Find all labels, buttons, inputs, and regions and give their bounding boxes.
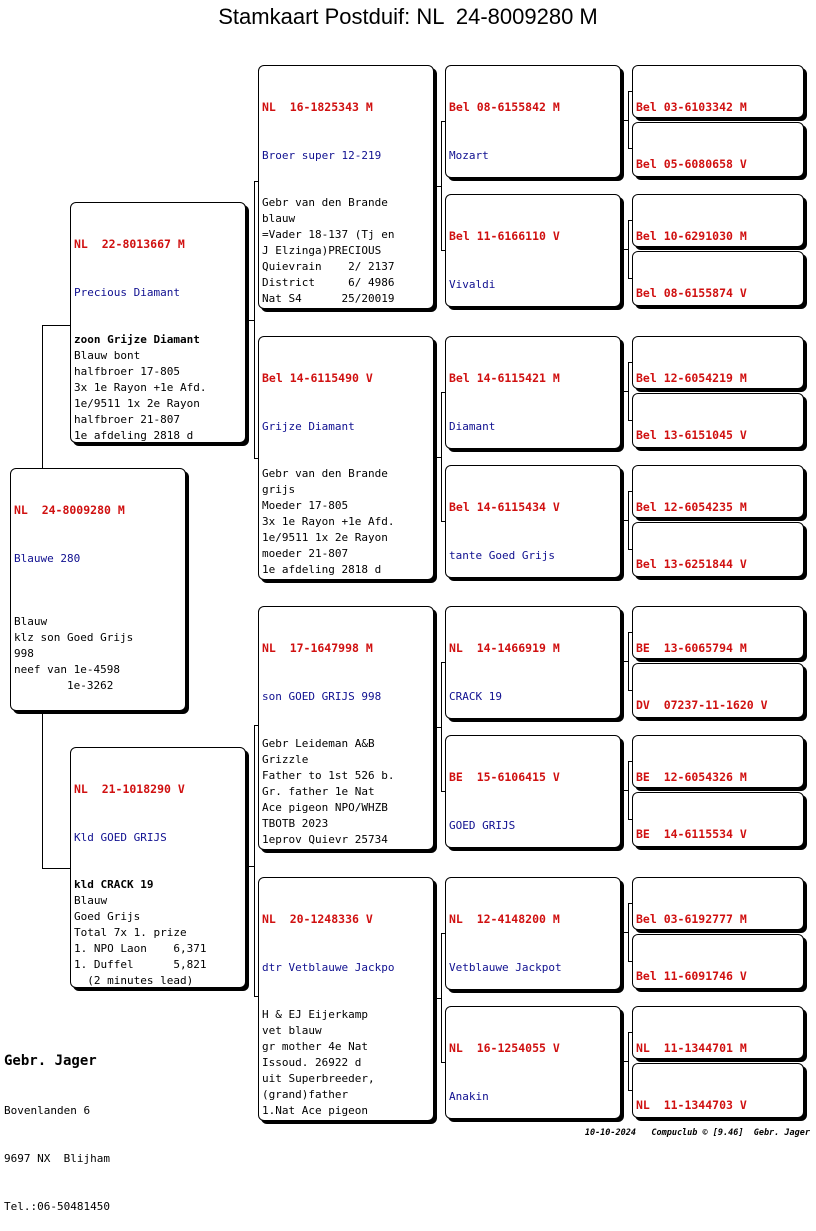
pigeon-name: tante Goed Grijs	[449, 548, 555, 562]
pedigree-detail-line	[262, 848, 430, 850]
card-great-grandparent-8[interactable]	[445, 1006, 621, 1119]
connector-line	[621, 249, 628, 250]
pigeon-name: Vivaldi	[449, 277, 496, 291]
connector-line	[434, 727, 441, 728]
ring-number: Bel 14-6115490 V	[262, 370, 373, 385]
pigeon-name: Vetblauwe Jackpot	[449, 960, 562, 974]
pedigree-detail-line: Total 7x 1. prize	[74, 925, 187, 939]
connector-line	[621, 661, 628, 662]
card-great-grandparent-1[interactable]	[445, 65, 621, 178]
pigeon-name: Anakin	[449, 1089, 489, 1103]
card-gg-grandparent-12[interactable]	[632, 792, 804, 847]
card-gg-grandparent-8[interactable]	[632, 522, 804, 577]
card-grandparent-1[interactable]	[258, 65, 434, 309]
connector-line	[441, 662, 442, 791]
pedigree-detail-line: 1e-3262	[14, 678, 114, 692]
ring-number: Bel 08-6155842 M	[449, 99, 560, 114]
pedigree-detail-line	[262, 578, 430, 580]
pedigree-detail-line: Goed Grijs	[74, 910, 141, 924]
pedigree-detail-line: kld CRACK 19	[74, 878, 154, 892]
connector-line	[628, 362, 629, 420]
card-gg-grandparent-15[interactable]	[632, 1006, 804, 1059]
connector-line	[628, 903, 629, 961]
pedigree-detail-line: 3x 1e Rayon +1e Afd.	[262, 514, 395, 528]
pedigree-detail-line: Quievrain 2/ 2137	[262, 259, 395, 273]
ring-number: BE 15-6106415 V	[449, 769, 560, 784]
pedigree-detail-line: Ace pigeon NPO/WHZB	[262, 800, 388, 814]
ring-number: Bel 14-6115434 V	[449, 499, 560, 514]
connector-line	[628, 1032, 629, 1090]
card-grandparent-2[interactable]	[258, 336, 434, 580]
pedigree-detail-line: 1e/9511 1x 2e Rayon	[262, 530, 388, 544]
page-title: Stamkaart Postduif: NL 24-8009280 M	[218, 4, 598, 29]
ring-number: NL 16-1254055 V	[449, 1040, 560, 1055]
card-gg-grandparent-11[interactable]	[632, 735, 804, 788]
ring-number: Bel 05-6080658 V	[636, 156, 747, 171]
pedigree-detail-line: District 6/ 4986	[262, 275, 395, 289]
connector-line	[628, 91, 629, 148]
pedigree-detail-line	[262, 307, 430, 309]
card-grandparent-3[interactable]	[258, 606, 434, 850]
pedigree-detail-line: 1e afdeling 2818 d	[74, 428, 194, 442]
card-gg-grandparent-9[interactable]	[632, 606, 804, 659]
card-great-grandparent-5[interactable]	[445, 606, 621, 719]
pedigree-detail-line: Moeder 17-805	[262, 499, 349, 513]
owner-city: 9697 NX Blijham	[4, 1152, 110, 1165]
ring-number: Bel 11-6166110 V	[449, 228, 560, 243]
card-grandparent-4[interactable]	[258, 877, 434, 1121]
pedigree-detail-line: Gebr van den Brande	[262, 467, 388, 481]
pedigree-detail-line: Gebr van den Brande	[262, 196, 388, 210]
ring-number: Bel 13-6151045 V	[636, 427, 747, 442]
ring-number: NL 20-1248336 V	[262, 911, 373, 926]
ring-number: Bel 03-6103342 M	[636, 99, 747, 114]
connector-line	[621, 520, 628, 521]
ring-number: Bel 08-6155874 V	[636, 285, 747, 300]
connector-line	[621, 790, 628, 791]
card-gg-grandparent-14[interactable]	[632, 934, 804, 989]
pedigree-detail-line: 1e afdeling 2818 d	[262, 562, 382, 576]
ring-number: NL 21-1018290 V	[74, 781, 185, 796]
pedigree-detail-line: Issoud. 26922 d	[262, 1055, 362, 1069]
ring-number: BE 14-6115534 V	[636, 826, 747, 841]
card-gg-grandparent-10[interactable]	[632, 663, 804, 718]
card-gg-grandparent-16[interactable]	[632, 1063, 804, 1118]
card-great-grandparent-3[interactable]	[445, 336, 621, 449]
pedigree-detail-line: 1. NPO Laon 6,371	[74, 941, 207, 955]
connector-line	[42, 714, 43, 868]
pedigree-detail-line: Gebr Leideman A&B	[262, 737, 375, 751]
ring-number: NL 22-8013667 M	[74, 236, 185, 251]
ring-number: NL 24-8009280 M	[14, 502, 125, 517]
ring-number: Bel 13-6251844 V	[636, 556, 747, 571]
pigeon-name: son GOED GRIJS 998	[262, 689, 382, 703]
pedigree-detail-line: klz son Goed Grijs	[14, 631, 134, 645]
connector-line	[628, 761, 629, 819]
pedigree-detail-line: halfbroer 21-807	[74, 412, 180, 426]
pedigree-detail-line: =Vader 18-137 (Tj en	[262, 228, 395, 242]
pedigree-detail-line: Blauw	[14, 615, 48, 629]
connector-line	[246, 320, 254, 321]
ring-number: Bel 12-6054219 M	[636, 370, 747, 385]
pigeon-name: Diamant	[449, 419, 496, 433]
pedigree-detail-line: blauw	[262, 212, 296, 226]
ring-number: Bel 03-6192777 M	[636, 911, 747, 926]
ring-number: NL 11-1344701 M	[636, 1040, 747, 1055]
pigeon-name: Mozart	[449, 148, 489, 162]
ring-number: NL 14-1466919 M	[449, 640, 560, 655]
pedigree-detail-line: 998	[14, 646, 34, 660]
owner-phone: Tel.:06-50481450	[4, 1200, 110, 1213]
pedigree-detail-line: moeder 21-807	[262, 546, 349, 560]
footer-credit: 10-10-2024 Compuclub © [9.46] Gebr. Jager	[584, 1128, 810, 1138]
connector-line	[42, 868, 70, 869]
pigeon-name: Precious Diamant	[74, 285, 180, 299]
pedigree-detail-line: 1eprov Quievr 25734	[262, 832, 388, 846]
connector-line	[434, 457, 441, 458]
pedigree-detail-line: halfbroer 17-805	[74, 365, 180, 379]
ring-number: BE 12-6054326 M	[636, 769, 747, 784]
ring-number: Bel 10-6291030 M	[636, 228, 747, 243]
connector-line	[42, 325, 70, 326]
pedigree-detail-line: 1.Nat Ace pigeon	[262, 1103, 368, 1117]
pigeon-name: Broer super 12-219	[262, 148, 382, 162]
card-gg-grandparent-6[interactable]	[632, 393, 804, 448]
pedigree-detail-line: zoon Grijze Diamant	[74, 333, 200, 347]
connector-line	[628, 220, 629, 278]
pedigree-detail-line	[14, 598, 182, 614]
card-gg-grandparent-4[interactable]	[632, 251, 804, 306]
pedigree-detail-line: Blauw bont	[74, 349, 141, 363]
pigeon-name: dtr Vetblauwe Jackpo	[262, 960, 395, 974]
connector-line	[434, 998, 441, 999]
connector-line	[628, 491, 629, 549]
pedigree-detail-line: TBOTB 2023	[262, 816, 329, 830]
pedigree-detail-line: 1e/9511 1x 2e Rayon	[74, 396, 200, 410]
pedigree-detail-line: neef van 1e-4598	[14, 662, 120, 676]
card-great-grandparent-2[interactable]	[445, 194, 621, 307]
pedigree-detail-line: Father to 1st 526 b.	[262, 769, 395, 783]
card-gg-grandparent-7[interactable]	[632, 465, 804, 518]
ring-number: NL 16-1825343 M	[262, 99, 373, 114]
card-subject[interactable]	[10, 468, 186, 711]
pedigree-detail-line: (grand)father	[262, 1087, 349, 1101]
card-great-grandparent-7[interactable]	[445, 877, 621, 990]
card-gg-grandparent-13[interactable]	[632, 877, 804, 930]
connector-line	[441, 933, 442, 1062]
card-father[interactable]	[70, 202, 246, 443]
pedigree-detail-line: (2 minutes lead)	[74, 973, 194, 987]
ring-number: NL 17-1647998 M	[262, 640, 373, 655]
ring-number: BE 13-6065794 M	[636, 640, 747, 655]
pedigree-detail-line: uit Superbreeder,	[262, 1071, 375, 1085]
connector-line	[246, 866, 254, 867]
ring-number: Bel 11-6091746 V	[636, 968, 747, 983]
card-great-grandparent-6[interactable]	[445, 735, 621, 848]
pedigree-detail-line: gr mother 4e Nat	[262, 1040, 368, 1054]
pedigree-detail-line: Blauw	[74, 894, 108, 908]
card-mother[interactable]	[70, 747, 246, 988]
pigeon-name: Blauwe 280	[14, 551, 81, 565]
pigeon-name: GOED GRIJS	[449, 818, 516, 832]
pedigree-detail-line: vet blauw	[262, 1024, 322, 1038]
pedigree-detail-line: 3x 1e Rayon +1e Afd.	[74, 380, 207, 394]
connector-line	[621, 391, 628, 392]
owner-block	[4, 1019, 110, 1231]
connector-line	[621, 932, 628, 933]
pedigree-detail-line: Grizzle	[262, 753, 309, 767]
connector-line	[441, 392, 442, 521]
pigeon-name: Kld GOED GRIJS	[74, 830, 167, 844]
pedigree-detail-line: Gr. father 1e Nat	[262, 784, 375, 798]
card-gg-grandparent-1[interactable]	[632, 65, 804, 118]
connector-line	[628, 632, 629, 690]
connector-line	[254, 725, 255, 996]
pigeon-name: CRACK 19	[449, 689, 502, 703]
connector-line	[441, 121, 442, 250]
connector-line	[621, 120, 628, 121]
connector-line	[434, 186, 441, 187]
pedigree-detail-line: Nat S4 25/20019	[262, 291, 395, 305]
pedigree-detail-line	[262, 1119, 430, 1121]
ring-number: DV 07237-11-1620 V	[636, 697, 768, 712]
pedigree-detail-line: grijs	[262, 483, 296, 497]
owner-name: Gebr. Jager	[4, 1053, 97, 1069]
connector-line	[42, 325, 43, 468]
pedigree-detail-line: H & EJ Eijerkamp	[262, 1008, 368, 1022]
card-great-grandparent-4[interactable]	[445, 465, 621, 578]
owner-address: Bovenlanden 6	[4, 1104, 91, 1117]
pigeon-name: Grijze Diamant	[262, 419, 355, 433]
pedigree-detail-line: 1. Duffel 5,821	[74, 957, 207, 971]
card-gg-grandparent-3[interactable]	[632, 194, 804, 247]
card-gg-grandparent-2[interactable]	[632, 122, 804, 177]
ring-number: NL 11-1344703 V	[636, 1097, 747, 1112]
ring-number: NL 12-4148200 M	[449, 911, 560, 926]
connector-line	[621, 1061, 628, 1062]
pedigree-detail-line: J Elzinga)PRECIOUS	[262, 243, 382, 257]
connector-line	[254, 181, 255, 458]
ring-number: Bel 14-6115421 M	[449, 370, 560, 385]
card-gg-grandparent-5[interactable]	[632, 336, 804, 389]
ring-number: Bel 12-6054235 M	[636, 499, 747, 514]
